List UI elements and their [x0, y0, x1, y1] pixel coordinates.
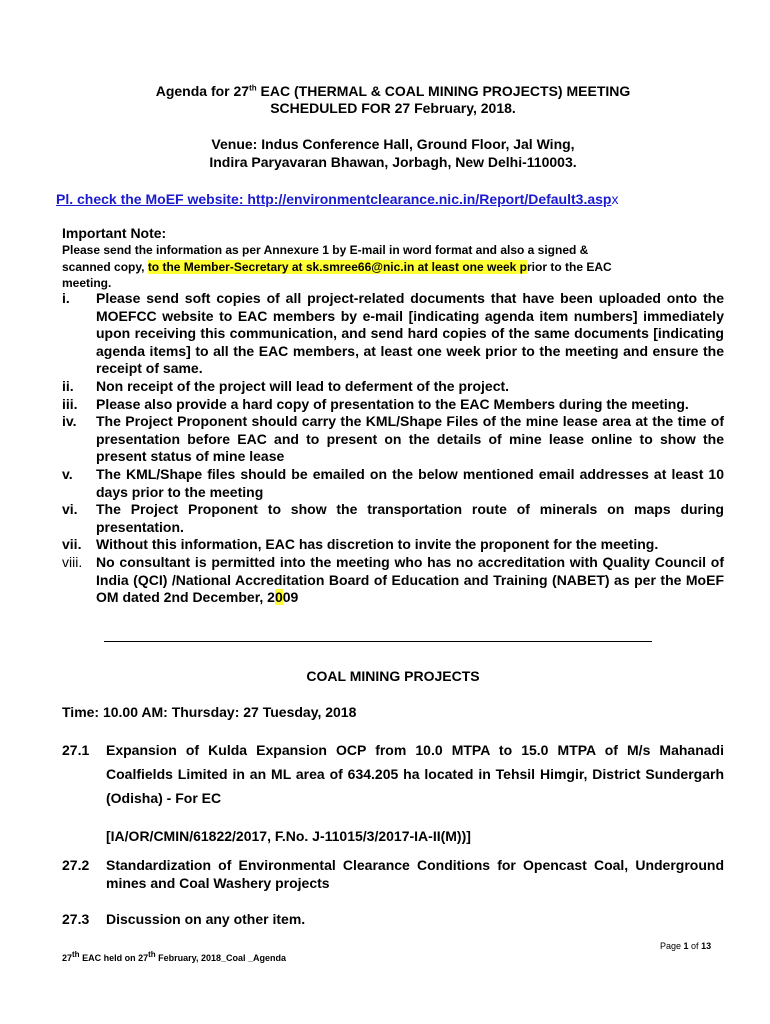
instruction-number: iii. [62, 395, 78, 412]
instruction-number: i. [62, 290, 70, 306]
agenda-title [62, 82, 724, 100]
instruction-number: iv. [62, 413, 77, 430]
agenda-item-reference: [IA/OR/CMIN/61822/2017, F.No. J-11015/3/2017-IA-II(M))] [106, 828, 471, 844]
note-line-2-end: rior to the EAC [527, 260, 612, 274]
page-label: Page [660, 941, 684, 951]
agenda-item-number: 27.2 [62, 857, 90, 873]
instruction-item [62, 466, 724, 501]
agenda-item-number: 27.3 [62, 911, 90, 927]
footer-text: February, 2018_Coal _Agenda [155, 953, 287, 963]
website-note[interactable] [56, 190, 736, 208]
instruction-item [62, 554, 724, 607]
note-line-3: meeting. [62, 276, 112, 290]
note-line-2 [62, 259, 724, 275]
instruction-text: No consultant is permitted into the meeting who has no accreditation with Quality Council of India (QCI) /National Accreditation Board of Education and Training (NABET) as per the MoEF OM dated 2nd December, 2 [96, 553, 724, 606]
agenda-item-27-3 [62, 910, 724, 928]
page-number [660, 940, 711, 952]
note-line-1: Please send the information as per Annexure 1 by E-mail in word format and also a signed & [62, 243, 589, 257]
instruction-text: Please also provide a hard copy of presentation to the EAC Members during the meeting. [96, 395, 689, 412]
venue-line-2: Indira Paryavaran Bhawan, Jorbagh, New Delhi-110003. [209, 154, 577, 170]
instruction-number: vii. [62, 536, 82, 553]
agenda-item-text: Discussion on any other item. [106, 911, 306, 927]
instruction-number: viii. [62, 553, 83, 570]
section-heading: COAL MINING PROJECTS [306, 668, 480, 684]
agenda-item-27-2 [62, 856, 724, 892]
instruction-text-end: 09 [282, 589, 299, 606]
instruction-item [62, 413, 724, 466]
page-total: 13 [701, 941, 712, 951]
highlighted-digit: 0 [274, 589, 283, 606]
instruction-text: The KML/Shape files should be emailed on the below mentioned email addresses at least 10 days prior to the meeting [96, 465, 724, 500]
scheduled-date: SCHEDULED FOR 27 February, 2018. [270, 100, 516, 116]
footer-sup: th [72, 950, 80, 959]
instruction-number: v. [62, 465, 73, 482]
agenda-item-text: Expansion of Kulda Expansion OCP from 10.0 MTPA to 15.0 MTPA of M/s Mahanadi Coalfields Limited in an ML area of 634.205 ha located in Tehsil Himgir, District Sundergarh (Odisha) - For EC [106, 742, 724, 806]
instruction-list [62, 290, 724, 607]
instruction-text: Non receipt of the project will lead to deferment of the project. [96, 377, 510, 394]
venue-line-1: Venue: Indus Conference Hall, Ground Floor, Jal Wing, [211, 136, 575, 152]
page-of: of [688, 941, 702, 951]
instruction-item [62, 501, 724, 536]
instruction-number: vi. [62, 501, 78, 518]
footer-caption [62, 952, 286, 964]
title-sup: th [249, 83, 257, 93]
title-text-rest: EAC (THERMAL & COAL MINING PROJECTS) MEETING [256, 83, 631, 99]
instruction-number: ii. [62, 377, 74, 394]
footer-text: EAC held on 27 [79, 953, 149, 963]
member-secretary-email-highlight: to the Member-Secretary at sk.smree66@nic.in at least one week p [147, 260, 528, 274]
agenda-item-27-1 [62, 738, 724, 848]
footer-text: 27 [62, 953, 73, 963]
instruction-text: Please send soft copies of all project-related documents that have been uploaded onto the MOEFCC website to EAC members by e-mail [indicating agenda item numbers] immediately upon receiving this communication, and send hard copies of the same documents [indicating agenda items] to all the EAC members, at least one week prior to the meeting and ensure the receipt of same. [96, 290, 724, 377]
instruction-text: Without this information, EAC has discretion to invite the proponent for the meeting. [96, 536, 659, 553]
important-note-heading: Important Note: [62, 225, 167, 241]
instruction-item [62, 290, 724, 378]
footer-sup: th [148, 950, 156, 959]
agenda-item-text: Standardization of Environmental Clearance Conditions for Opencast Coal, Underground mines and Coal Washery projects [106, 857, 724, 891]
instruction-item [62, 396, 724, 414]
meeting-time: Time: 10.00 AM: Thursday: 27 Tuesday, 2018 [62, 704, 357, 720]
instruction-text: The Project Proponent should carry the KML/Shape Files of the mine lease area at the time of presentation before EAC and to present on the details of mine lease online to show the present status of mine lease [96, 413, 724, 465]
title-text: Agenda for 27 [155, 83, 250, 99]
agenda-item-number: 27.1 [62, 742, 90, 758]
instruction-item [62, 536, 724, 554]
website-link-tail[interactable]: x [611, 191, 619, 207]
page-current: 1 [683, 941, 689, 951]
section-divider [104, 641, 652, 642]
website-link[interactable]: Pl. check the MoEF website: http://environmentclearance.nic.in/Report/Default3.asp [56, 191, 612, 207]
note-line-2-start: scanned copy, [62, 260, 148, 274]
instruction-text: The Project Proponent to show the transportation route of minerals on maps during presentation. [96, 501, 724, 535]
instruction-item [62, 378, 724, 396]
